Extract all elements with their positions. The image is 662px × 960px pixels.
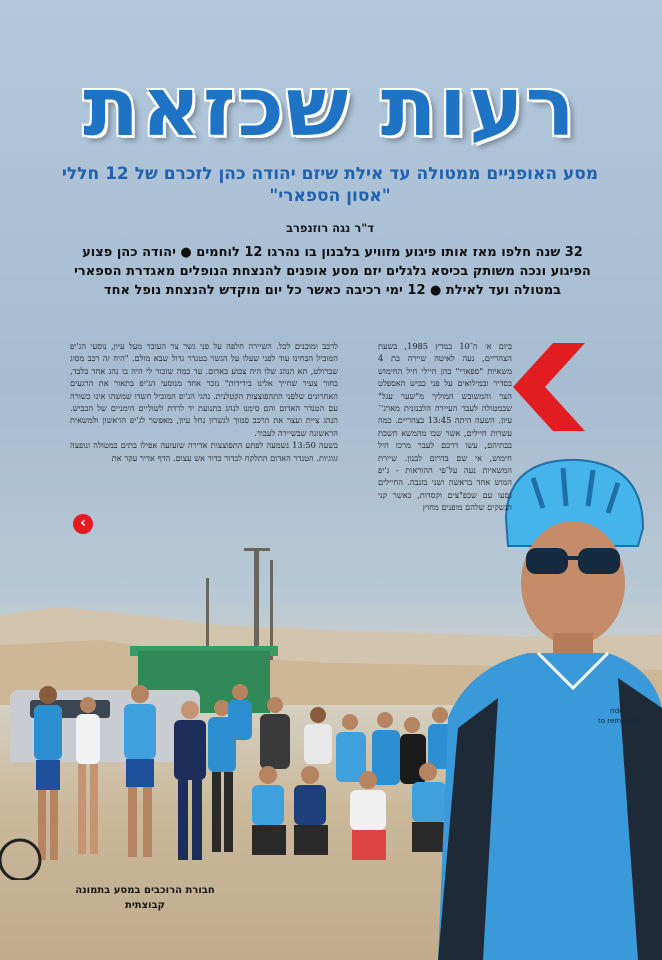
article-paragraph: לרכב ומוכנים לכל. השיירה חלפה על פני גשר צר העובר מעל עיון, נוסעי הג'יפ המוביל הבחינו עוד לפני שעלו על הגשר בטנדר גדול שבא מולם. "היה זה רכב מסוג שברולט, תא הנהג שלו היה צבוע באדום. עד כמה שזכור לי היה בו נהג אחד בלבד, בחור צעיר שחייך אלינו בידידות" נזכר אחד מנוסעי הג'יפ בתאור את הרגעים האחרונים שלפני התהפוצצות הקטלנית. נהגי הג'יפ המוביל חשדו שמשהו אינו כשורה עם הטנדר האדום והם סימנו לנהג בתנועת יד לרדת לשוליים הימניים של הכביש. הנהג ציית ועצר את הרכב סמוך לגשרון נחל עיון, מאפשר לג'יפ הראשון ולמשאית הראשונה שבשיירה לעבור. (70, 341, 338, 438)
cyclist-figure (228, 684, 252, 740)
cyclist-group-photo (0, 680, 500, 880)
intro-lead: 32 שנה חלפו מאז אותו פיגוע מזוויע בלבנון בו נהרגו 12 לוחמים ● יהודה כהן פצוע הפיגוע ונכה משותק בכיסא גלגלים יזם מסע אופנים להנצחת הנופלים מאגדרת הספארי במטולה ועד לאילת ● 12 ימי רכיבה כאשר כל יום מוקדש להנצחת נופל אחד (74, 245, 591, 298)
cyclist-figure (174, 701, 206, 860)
svg-text:to remember: to remember (598, 717, 644, 725)
power-pole (270, 560, 273, 660)
cyclist-figure (260, 697, 290, 769)
subtitle: מסע האופניים ממטולה עד אילת שיזם יהודה כהן לזכרם של 12 חללי "אסון הספארי" (61, 164, 599, 206)
red-chevron-icon (513, 343, 585, 431)
cyclist-figure (304, 707, 332, 764)
headline: רעות שכזאת (83, 60, 577, 155)
cyclist-figure (252, 766, 286, 855)
author-byline: ד"ר נגה רוזנפרב (285, 221, 375, 235)
article-paragraph: בשעה 13:50 נשמעה לפתע התפוצצות אדירה שזעזעה אפילו בתים במטולה ונופצה זגוגיות. הטנדר האדום התלקח לכדור כדור אש עצום. הדף אדיר עקר את (70, 440, 338, 463)
cyclist-figure (34, 686, 62, 860)
cyclist-figure (336, 714, 366, 782)
jersey-text: ride (610, 707, 624, 715)
bicycle-wheel (0, 840, 40, 880)
cyclist-figure (372, 712, 400, 785)
photo-caption: חבורת הרוכבים במסע בתמונה קבוצתית (75, 885, 215, 911)
cyclist-figure (294, 766, 328, 855)
cyclist-figure (124, 685, 156, 857)
cyclist-figure (76, 697, 100, 854)
article-column-left (70, 340, 338, 534)
article-column-right (378, 340, 512, 560)
continue-arrow-icon: ‹ (73, 514, 93, 534)
power-pole-crossbar (244, 548, 270, 551)
article-paragraph: ביום א׳ ה־10 במרץ 1985, בשעת הצהריים, נעה לאיטה שיירה בת 4 משאיות "ספארי" בהן חיילי חיל החימוש בסדיר ובמילואים על פני כביש האספלט הצר והמשובש המוליך מ"שער עגל" שבמטולה לעבר העיירה הלבנונית מארג'־עיון. השעה היתה 13:45 בצהריים. כמה עשרות חיילים, אשר שבו מהמשא חשבת בבתיהם, עשו דרכם לעבר מרכז חיל חימוש, אי שם בדרום לבנון. שיירת המשאיות נעה על־פי ההוראות - ג'יפ המוש אחד בראשה ושני בזנבה. החיילים נסעו עם שכפ"צים וקסדות, כאשר קני הנשקים שלהם מופנים מחוץ (378, 341, 512, 513)
